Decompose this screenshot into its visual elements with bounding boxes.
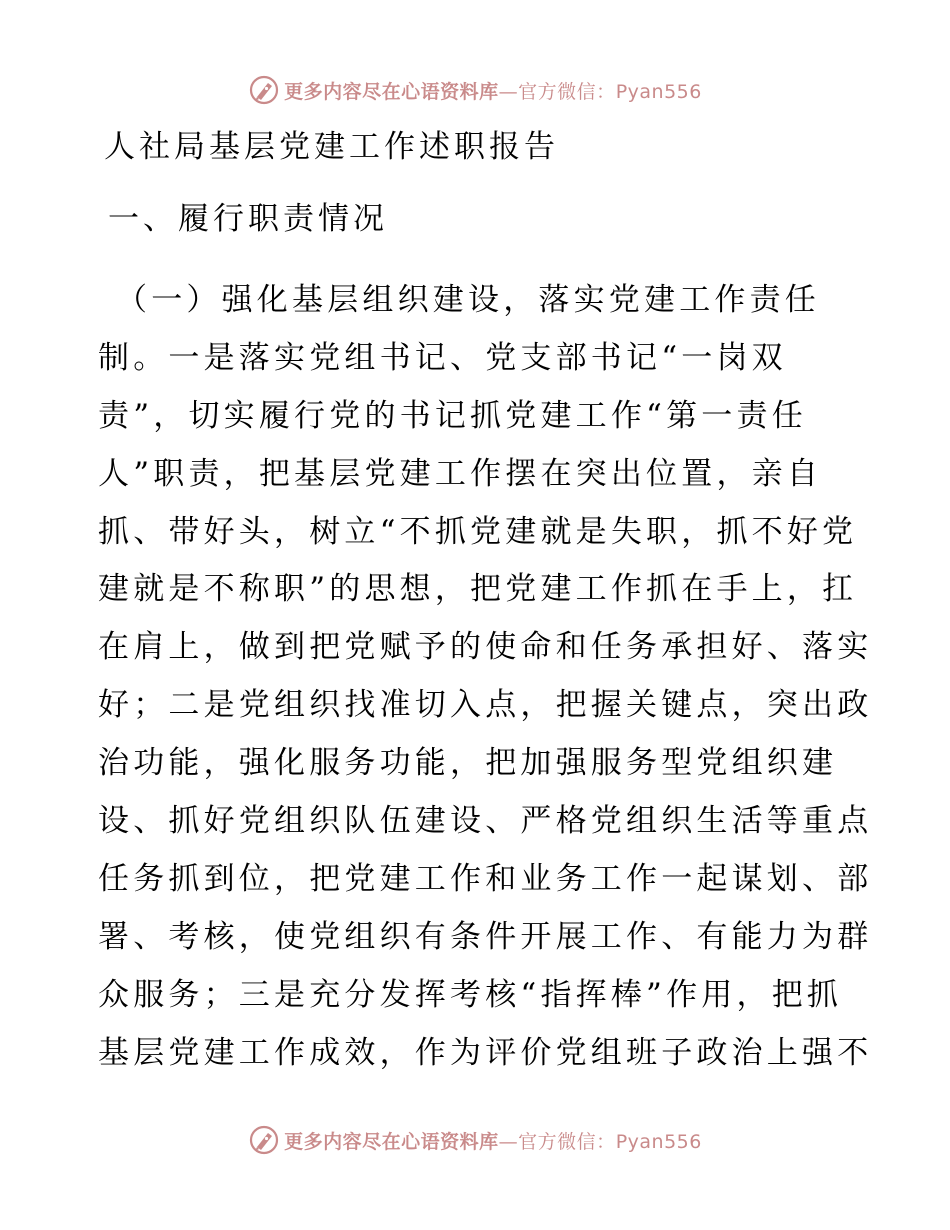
body-line: 建就是不称职”的思想，把党建工作抓在手上，扛 bbox=[98, 571, 858, 608]
banner-wechat-label: 官方微信： bbox=[518, 1130, 616, 1153]
body-line: 设、抓好党组织队伍建设、严格党组织生活等重点 bbox=[98, 803, 873, 840]
banner-text bbox=[284, 1127, 702, 1154]
body-text bbox=[98, 272, 873, 1082]
document-title: 人社局基层党建工作述职报告 bbox=[104, 129, 559, 165]
body-line: （一）强化基层组织建设，落实党建工作责任 bbox=[116, 282, 820, 318]
pen-nib-seal-icon bbox=[248, 74, 280, 106]
footer-banner bbox=[0, 1120, 950, 1160]
pen-nib-seal-icon bbox=[248, 1124, 280, 1156]
banner-handle: Pyan556 bbox=[615, 1130, 702, 1153]
body-line: 署、考核，使党组织有条件开展工作、有能力为群 bbox=[98, 918, 873, 955]
body-line: 基层党建工作成效，作为评价党组班子政治上强不 bbox=[98, 1034, 873, 1071]
body-line: 任务抓到位，把党建工作和业务工作一起谋划、部 bbox=[98, 860, 873, 897]
body-line: 好；二是党组织找准切入点，把握关键点，突出政 bbox=[98, 687, 873, 724]
banner-brand: 更多内容尽在心语资料库 bbox=[284, 1130, 499, 1153]
banner-separator: — bbox=[498, 80, 519, 103]
banner-separator: — bbox=[498, 1130, 519, 1153]
body-line: 人”职责，把基层党建工作摆在突出位置，亲自 bbox=[98, 455, 823, 492]
body-line: 治功能，强化服务功能，把加强服务型党组织建 bbox=[98, 745, 838, 782]
section-heading: 一、履行职责情况 bbox=[108, 201, 388, 237]
body-line: 抓、带好头，树立“不抓党建就是失职，抓不好党 bbox=[98, 513, 858, 550]
body-line: 责”，切实履行党的书记抓党建工作“第一责任 bbox=[98, 397, 807, 434]
banner-brand: 更多内容尽在心语资料库 bbox=[284, 80, 499, 103]
body-line: 制。一是落实党组书记、党支部书记“一岗双 bbox=[98, 339, 787, 376]
body-line: 众服务；三是充分发挥考核“指挥棒”作用，把抓 bbox=[98, 976, 843, 1013]
banner-handle: Pyan556 bbox=[615, 80, 702, 103]
header-banner bbox=[0, 70, 950, 110]
body-line: 在肩上，做到把党赋予的使命和任务承担好、落实 bbox=[98, 629, 873, 666]
banner-text bbox=[284, 77, 702, 104]
banner-wechat-label: 官方微信： bbox=[518, 80, 616, 103]
